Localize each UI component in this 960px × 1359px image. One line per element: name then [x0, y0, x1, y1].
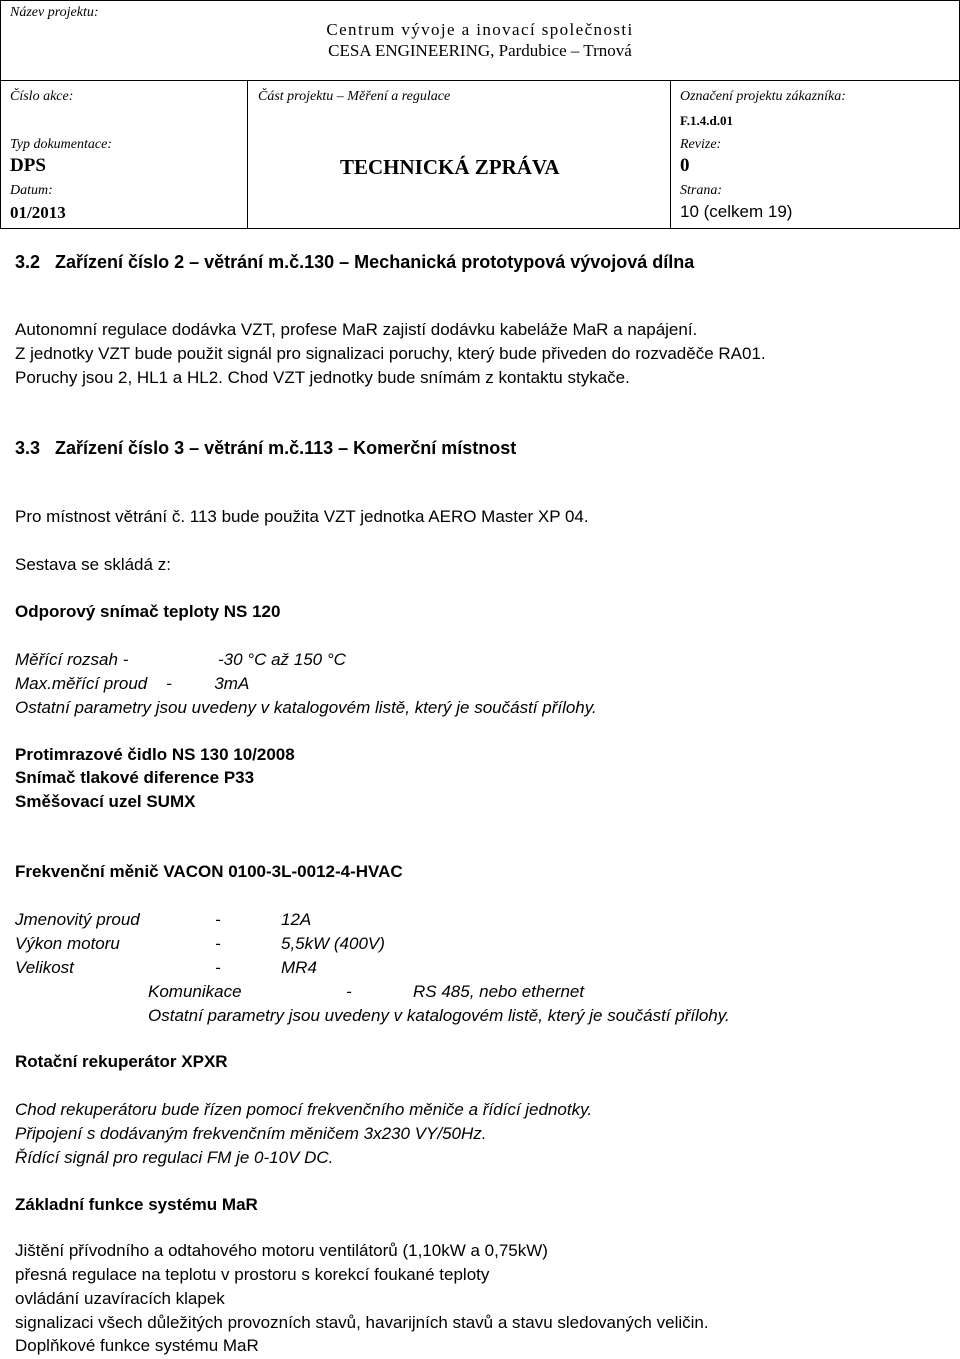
vfd-row-dash: - — [215, 958, 221, 977]
vfd-row-value: MR4 — [281, 958, 317, 977]
paragraph: Pro místnost větrání č. 113 bude použita VZT jednotka AERO Master XP 04. — [15, 507, 589, 526]
doc-type-value: DPS — [10, 155, 46, 176]
page-label: Strana: — [680, 183, 722, 198]
revision-label: Revize: — [680, 137, 722, 152]
project-name-line1: Centrum vývoje a inovací společnosti — [326, 20, 634, 39]
action-number-label: Číslo akce: — [10, 89, 74, 104]
paragraph: Poruchy jsou 2, HL1 a HL2. Chod VZT jednotky bude snímám z kontaktu stykače. — [15, 368, 630, 387]
project-name-label: Název projektu: — [10, 5, 99, 20]
customer-marking-value: F.1.4.d.01 — [680, 113, 733, 128]
paragraph: Sestava se skládá z: — [15, 555, 171, 574]
function-item: ovládání uzavíracích klapek — [15, 1289, 225, 1308]
vfd-row-value: 12A — [281, 910, 312, 929]
revision-value: 0 — [680, 155, 690, 176]
function-item: přesná regulace na teplotu v prostoru s korekcí foukané teploty — [15, 1265, 490, 1284]
recuperator-heading: Rotační rekuperátor XPXR — [15, 1052, 228, 1071]
vfd-row-dash: - — [215, 910, 221, 929]
sensor-heading: Odporový snímač teploty NS 120 — [15, 602, 281, 621]
vfd-row-dash: - — [215, 934, 221, 953]
paragraph: Autonomní regulace dodávka VZT, profese MaR zajistí dodávku kabeláže MaR a napájení. — [15, 320, 698, 339]
date-value: 01/2013 — [10, 203, 66, 222]
sensor-range-label: Měřící rozsah - — [15, 650, 129, 669]
project-part-label: Část projektu – Měření a regulace — [258, 89, 451, 104]
vfd-other-params: Ostatní parametry jsou uvedeny v katalogovém listě, který je součástí přílohy. — [148, 1006, 730, 1025]
title-block-divider — [670, 80, 671, 228]
vfd-comm-dash: - — [346, 982, 352, 1001]
sensor-range-value: -30 °C až 150 °C — [218, 650, 346, 669]
date-label: Datum: — [10, 183, 53, 198]
vfd-row-label: Velikost — [15, 958, 74, 977]
customer-marking-label: Označení projektu zákazníka: — [680, 89, 846, 104]
function-item: Doplňkové funkce systému MaR — [15, 1336, 259, 1355]
vfd-row-label: Jmenovitý proud — [15, 910, 140, 929]
title-block-divider — [0, 80, 960, 81]
function-item: signalizaci všech důležitých provozních stavů, havarijních stavů a stavu sledovaných veličin. — [15, 1313, 709, 1332]
doc-type-label: Typ dokumentace: — [10, 137, 112, 152]
vfd-comm-label: Komunikace — [148, 982, 242, 1001]
recuperator-text: Řídící signál pro regulaci FM je 0-10V DC. — [15, 1148, 334, 1167]
function-item: Jištění přívodního a odtahového motoru ventilátorů (1,10kW a 0,75kW) — [15, 1241, 548, 1260]
section-3-2-heading: 3.2 Zařízení číslo 2 – větrání m.č.130 – Mechanická prototypová vývojová dílna — [15, 252, 695, 272]
sensor-current: Max.měřící proud - 3mA — [15, 674, 250, 693]
component-heading: Protimrazové čidlo NS 130 10/2008 — [15, 745, 295, 764]
recuperator-text: Chod rekuperátoru bude řízen pomocí frekvenčního měniče a řídící jednotky. — [15, 1100, 593, 1119]
component-heading: Snímač tlakové diference P33 — [15, 768, 255, 787]
sensor-other-params: Ostatní parametry jsou uvedeny v katalogovém listě, který je součástí přílohy. — [15, 698, 597, 717]
paragraph: Z jednotky VZT bude použit signál pro signalizaci poruchy, který bude přiveden do rozvaděče RA01. — [15, 344, 766, 363]
section-3-3-heading: 3.3 Zařízení číslo 3 – větrání m.č.113 – Komerční místnost — [15, 438, 517, 458]
doc-title: TECHNICKÁ ZPRÁVA — [340, 155, 560, 179]
recuperator-text: Připojení s dodávaným frekvenčním měničem 3x230 VY/50Hz. — [15, 1124, 487, 1143]
component-heading: Směšovací uzel SUMX — [15, 792, 196, 811]
vfd-heading: Frekvenční měnič VACON 0100-3L-0012-4-HVAC — [15, 862, 403, 881]
title-block-divider — [247, 80, 248, 228]
functions-heading: Základní funkce systému MaR — [15, 1195, 258, 1214]
page-value: 10 (celkem 19) — [680, 202, 793, 221]
vfd-row-label: Výkon motoru — [15, 934, 120, 953]
vfd-comm-value: RS 485, nebo ethernet — [413, 982, 585, 1001]
project-name-line2: CESA ENGINEERING, Pardubice – Trnová — [328, 41, 632, 60]
vfd-row-value: 5,5kW (400V) — [281, 934, 385, 953]
